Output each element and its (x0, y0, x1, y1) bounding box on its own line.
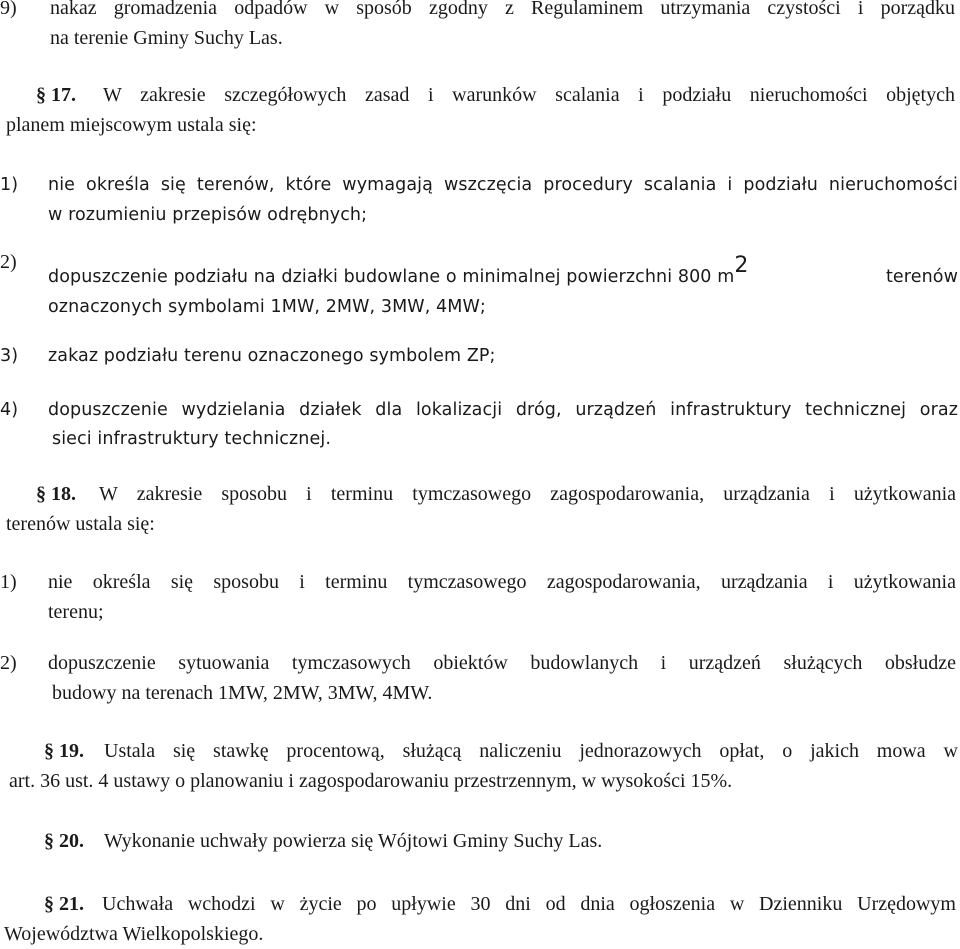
text-fragment: dopuszczenie podziału na działki budowlane o minimalnej powierzchni 800 m (48, 267, 735, 287)
list-item-text-after-superscript: terenów (885, 267, 958, 287)
paragraph-heading (44, 736, 84, 766)
list-item-number: 4) (0, 400, 19, 420)
list-item-text-line: oznaczonych symbolami 1MW, 2MW, 3MW, 4MW; (48, 297, 486, 317)
paragraph-text-line: Wykonanie uchwały powierza się Wójtowi Gminy Suchy Las. (104, 830, 603, 852)
list-item-text-line: w rozumieniu przepisów odrębnych; (48, 205, 368, 225)
paragraph-text-line: Województwa Wielkopolskiego. (4, 923, 264, 945)
list-item-text-line: dopuszczenie wydzielania działek dla lokalizacji dróg, urządzeń infrastruktury technicznej oraz (48, 400, 958, 420)
paragraph-text-line: Ustala się stawkę procentową, służącą naliczeniu jednorazowych opłat, o jakich mowa w (104, 740, 958, 762)
item-text-line: na terenie Gminy Suchy Las. (50, 27, 283, 49)
paragraph-heading (36, 80, 76, 110)
list-item-text-line: nie określa się terenów, które wymagają wszczęcia procedury scalania i podziału nieruchomości (48, 175, 958, 195)
list-item-text-before-superscript (48, 253, 749, 292)
list-item-number: 3) (0, 346, 19, 366)
list-item-number: 2) (0, 251, 17, 273)
paragraph-number: 20. (59, 830, 84, 852)
paragraph-number: 19. (59, 740, 84, 762)
paragraph-number: 17. (51, 84, 76, 106)
paragraph-text-line: planem miejscowym ustala się: (6, 114, 257, 136)
list-item-text-line: sieci infrastruktury technicznej. (52, 429, 331, 449)
paragraph-text-line: terenów ustala się: (6, 513, 155, 535)
list-item-text-line: dopuszczenie sytuowania tymczasowych obiektów budowlanych i urządzeń służących obsłudze (48, 652, 956, 674)
paragraph-text-line: art. 36 ust. 4 ustawy o planowaniu i zagospodarowaniu przestrzennym, w wysokości 15%. (9, 770, 733, 792)
list-item-text-line: zakaz podziału terenu oznaczonego symbolem ZP; (48, 346, 496, 366)
superscript: 2 (734, 253, 749, 279)
paragraph-text-line: Uchwała wchodzi w życie po upływie 30 dni od dnia ogłoszenia w Dzienniku Urzędowym (102, 893, 956, 915)
paragraph-heading (44, 889, 84, 919)
paragraph-text-line: W zakresie sposobu i terminu tymczasowego zagospodarowania, urządzania i użytkowania (99, 483, 956, 505)
paragraph-text-line: W zakresie szczegółowych zasad i warunków scalania i podziału nieruchomości objętych (103, 84, 955, 106)
item-text-line: nakaz gromadzenia odpadów w sposób zgodny z Regulaminem utrzymania czystości i porządku (50, 0, 955, 19)
paragraph-number: 18. (51, 483, 76, 505)
section-sign: § (44, 893, 54, 915)
list-item-number: 2) (0, 652, 17, 674)
paragraph-heading (36, 479, 76, 509)
list-item-text-line: nie określa się sposobu i terminu tymczasowego zagospodarowania, urządzania i użytkowania (48, 571, 956, 593)
paragraph-number: 21. (59, 893, 84, 915)
section-sign: § (36, 483, 46, 505)
section-sign: § (36, 84, 46, 106)
list-item-text-line: budowy na terenach 1MW, 2MW, 3MW, 4MW. (52, 682, 433, 704)
section-sign: § (44, 740, 54, 762)
list-item-text-line (48, 253, 958, 292)
list-item-number: 1) (0, 571, 17, 593)
list-item-number: 1) (0, 175, 19, 195)
list-item-text-line: terenu; (48, 601, 104, 623)
section-sign: § (44, 830, 54, 852)
paragraph-heading (44, 826, 84, 856)
item-number: 9) (0, 0, 17, 19)
